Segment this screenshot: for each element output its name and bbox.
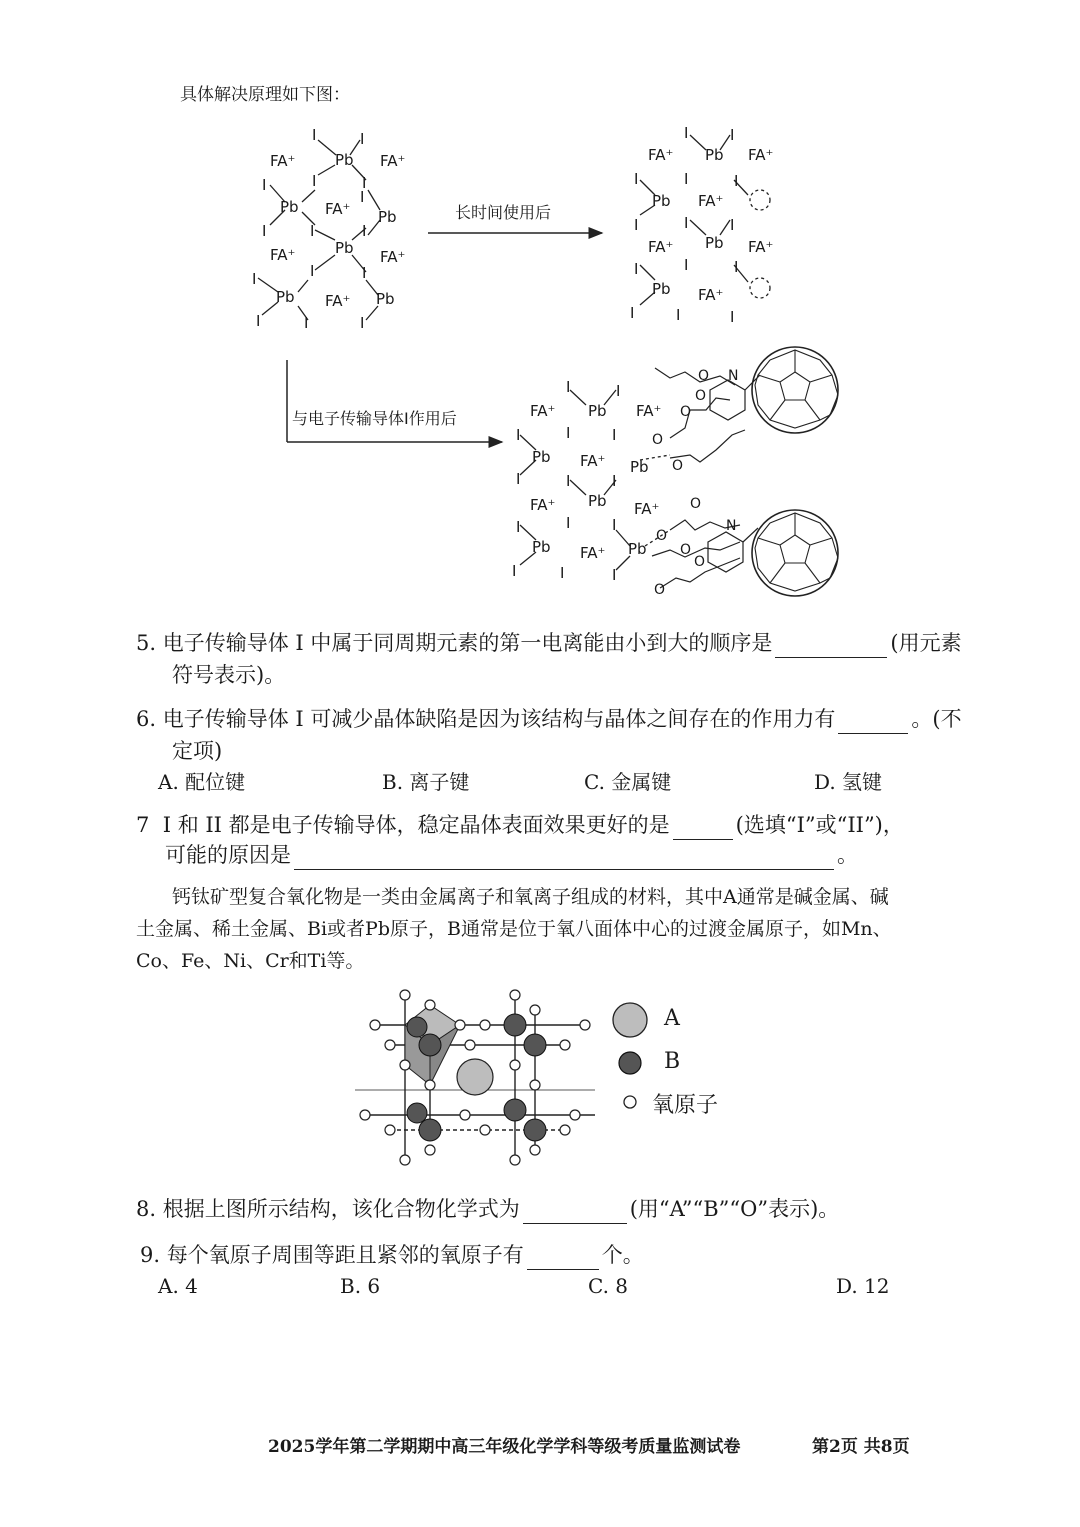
svg-text:I: I — [634, 216, 639, 234]
svg-text:Pb: Pb — [376, 290, 395, 308]
svg-text:FA⁺: FA⁺ — [636, 402, 662, 420]
question-6-option-a[interactable]: A. 配位键 — [158, 770, 246, 794]
svg-text:I: I — [634, 260, 639, 278]
svg-text:I: I — [360, 188, 365, 206]
svg-text:I: I — [360, 314, 365, 332]
svg-text:I: I — [304, 314, 309, 332]
svg-text:O: O — [695, 388, 707, 404]
perovskite-paragraph-line1: 钙钛矿型复合氧化物是一类由金属离子和氧离子组成的材料，其中A通常是碱金属、碱 — [172, 886, 889, 908]
question-6-line2: 定项) — [172, 739, 223, 763]
question-9 — [140, 1240, 644, 1270]
svg-text:I: I — [630, 304, 635, 322]
question-9-option-b[interactable]: B. 6 — [340, 1274, 381, 1298]
question-5-number: 5. — [136, 631, 157, 655]
svg-text:Pb: Pb — [588, 402, 607, 420]
question-9-option-a[interactable]: A. 4 — [158, 1274, 198, 1298]
svg-text:FA⁺: FA⁺ — [325, 200, 351, 218]
svg-text:Pb: Pb — [630, 458, 649, 476]
svg-text:I: I — [310, 222, 315, 240]
svg-text:Pb: Pb — [280, 198, 299, 216]
question-8-text-after: (用“A”“B”“O”表示)。 — [629, 1197, 840, 1221]
defect-scheme-figure — [240, 110, 840, 610]
svg-text:I: I — [612, 516, 617, 534]
a-site-atom — [457, 1059, 493, 1095]
svg-text:I: I — [676, 306, 681, 324]
question-5-text: 电子传输导体 I 中属于同周期元素的第一电离能由小到大的顺序是 — [162, 631, 773, 655]
svg-text:N: N — [728, 368, 739, 384]
svg-text:I: I — [516, 470, 521, 488]
svg-text:O: O — [694, 554, 706, 570]
svg-text:O: O — [680, 404, 692, 420]
svg-text:FA⁺: FA⁺ — [748, 146, 774, 164]
svg-text:I: I — [252, 270, 257, 288]
svg-text:I: I — [734, 172, 739, 190]
svg-text:I: I — [634, 170, 639, 188]
question-5-line2: 符号表示)。 — [172, 663, 286, 687]
svg-text:O: O — [698, 368, 710, 384]
question-6 — [136, 704, 962, 734]
svg-text:Pb: Pb — [705, 146, 724, 164]
svg-text:I: I — [310, 262, 315, 280]
svg-text:I: I — [734, 258, 739, 276]
question-7-reason-label: 可能的原因是 — [165, 843, 291, 867]
question-7-text-after: (选填“I”或“II”)， — [735, 813, 904, 837]
legend-a-label: A — [664, 1006, 680, 1031]
svg-text:FA⁺: FA⁺ — [580, 544, 606, 562]
svg-text:FA⁺: FA⁺ — [580, 452, 606, 470]
svg-text:I: I — [262, 176, 267, 194]
svg-text:FA⁺: FA⁺ — [698, 286, 724, 304]
svg-text:I: I — [566, 472, 571, 490]
svg-text:I: I — [360, 130, 365, 148]
question-7-reason-blank[interactable] — [294, 847, 834, 870]
question-7-line2 — [165, 840, 858, 870]
question-6-option-d[interactable]: D. 氢键 — [814, 770, 883, 794]
question-6-answer-blank[interactable] — [838, 711, 908, 734]
question-7-reason-end: 。 — [837, 843, 858, 867]
svg-text:I: I — [362, 222, 367, 240]
svg-text:Pb: Pb — [588, 492, 607, 510]
svg-text:Pb: Pb — [532, 448, 551, 466]
question-6-text: 电子传输导体 I 可减少晶体缺陷是因为该结构与晶体之间存在的作用力有 — [162, 707, 836, 731]
question-5-answer-blank[interactable] — [775, 635, 887, 658]
svg-text:I: I — [684, 124, 689, 142]
svg-text:I: I — [256, 312, 261, 330]
perovskite-unit-cell-figure — [355, 985, 605, 1175]
legend-b-atom-icon — [619, 1052, 641, 1074]
legend-a-atom-icon — [613, 1003, 647, 1037]
svg-text:Pb: Pb — [532, 538, 551, 556]
svg-text:FA⁺: FA⁺ — [698, 192, 724, 210]
svg-text:FA⁺: FA⁺ — [530, 402, 556, 420]
svg-text:I: I — [512, 562, 517, 580]
svg-text:O: O — [654, 582, 666, 598]
legend-b-label: B — [664, 1049, 681, 1074]
iodide-vacancy-2 — [750, 278, 770, 298]
perovskite-paragraph-line3: Co、Fe、Ni、Cr和Ti等。 — [136, 950, 365, 972]
question-8-number: 8. — [136, 1197, 157, 1221]
svg-text:I: I — [730, 308, 735, 326]
fullerene-c60-top — [752, 347, 838, 433]
svg-text:FA⁺: FA⁺ — [530, 496, 556, 514]
question-6-text-after: 。(不 — [911, 707, 962, 731]
svg-text:I: I — [362, 264, 367, 282]
question-5-text-after: (用元素 — [890, 631, 962, 655]
question-8-text: 根据上图所示结构，该化合物化学式为 — [162, 1197, 520, 1221]
svg-text:I: I — [566, 378, 571, 396]
question-7-text: I 和 II 都是电子传输导体，稳定晶体表面效果更好的是 — [162, 813, 670, 837]
legend-oxygen-label: 氧原子 — [652, 1093, 719, 1118]
question-6-option-b[interactable]: B. 离子键 — [382, 770, 470, 794]
question-7 — [136, 810, 904, 840]
svg-text:I: I — [612, 472, 617, 490]
question-5 — [136, 628, 962, 658]
svg-text:O: O — [690, 496, 702, 512]
svg-text:I: I — [730, 216, 735, 234]
legend-oxygen-atom-icon — [624, 1096, 636, 1108]
aging-arrow-label: 长时间使用后 — [455, 203, 552, 222]
svg-text:I: I — [516, 426, 521, 444]
svg-text:I: I — [684, 256, 689, 274]
svg-text:FA⁺: FA⁺ — [270, 246, 296, 264]
svg-text:O: O — [672, 458, 684, 474]
svg-text:FA⁺: FA⁺ — [325, 292, 351, 310]
question-9-text: 每个氧原子周围等距且紧邻的氧原子有 — [166, 1243, 524, 1267]
svg-text:I: I — [262, 222, 267, 240]
structure-legend-symbols — [608, 1000, 658, 1120]
svg-text:FA⁺: FA⁺ — [648, 146, 674, 164]
svg-text:Pb: Pb — [335, 151, 354, 169]
fullerene-c60-bottom — [752, 510, 838, 596]
svg-text:FA⁺: FA⁺ — [748, 238, 774, 256]
question-9-number: 9. — [140, 1243, 161, 1267]
perovskite-lattice-original-labels — [252, 126, 405, 332]
svg-text:Pb: Pb — [335, 239, 354, 257]
svg-text:I: I — [566, 424, 571, 442]
svg-text:I: I — [612, 426, 617, 444]
question-8 — [136, 1194, 839, 1224]
svg-text:I: I — [362, 174, 367, 192]
question-9-option-c[interactable]: C. 8 — [588, 1274, 629, 1298]
svg-text:Pb: Pb — [628, 540, 647, 558]
svg-text:Pb: Pb — [378, 208, 397, 226]
svg-text:I: I — [616, 382, 621, 400]
question-7-number: 7 — [136, 813, 150, 837]
question-7-answer-blank[interactable] — [673, 817, 733, 840]
iodide-vacancy-1 — [750, 190, 770, 210]
treatment-arrow-label: 与电子传输导体I作用后 — [292, 409, 457, 428]
perovskite-paragraph-line2: 土金属、稀土金属、Bi或者Pb原子，B通常是位于氧八面体中心的过渡金属原子，如Mn、 — [136, 918, 892, 940]
svg-text:I: I — [684, 214, 689, 232]
svg-text:FA⁺: FA⁺ — [648, 238, 674, 256]
question-6-number: 6. — [136, 707, 157, 731]
perovskite-lattice-passivated-labels — [512, 378, 664, 584]
svg-text:O: O — [652, 432, 664, 448]
question-9-option-d[interactable]: D. 12 — [836, 1274, 890, 1298]
perovskite-lattice-defective-labels — [630, 124, 773, 326]
svg-text:N: N — [726, 518, 737, 534]
svg-text:Pb: Pb — [705, 234, 724, 252]
svg-text:I: I — [312, 126, 317, 144]
footer-exam-title: 2025学年第二学期期中高三年级化学学科等级考质量监测试卷 — [268, 1437, 741, 1457]
svg-text:FA⁺: FA⁺ — [634, 500, 660, 518]
svg-text:Pb: Pb — [652, 280, 671, 298]
footer-page-number: 第2页 共8页 — [812, 1437, 910, 1457]
svg-text:I: I — [566, 514, 571, 532]
intro-text: 具体解决原理如下图： — [180, 85, 350, 105]
svg-text:I: I — [612, 566, 617, 584]
svg-text:I: I — [312, 172, 317, 190]
svg-text:FA⁺: FA⁺ — [270, 152, 296, 170]
svg-text:O: O — [680, 542, 692, 558]
question-9-text-after: 个。 — [601, 1243, 644, 1267]
svg-text:I: I — [730, 126, 735, 144]
question-6-option-c[interactable]: C. 金属键 — [584, 770, 672, 794]
svg-text:FA⁺: FA⁺ — [380, 248, 406, 266]
svg-text:Pb: Pb — [652, 192, 671, 210]
svg-text:I: I — [684, 170, 689, 188]
svg-text:Pb: Pb — [276, 288, 295, 306]
question-8-answer-blank[interactable] — [523, 1201, 627, 1224]
svg-text:I: I — [516, 518, 521, 536]
question-9-answer-blank[interactable] — [527, 1247, 599, 1270]
svg-text:O: O — [656, 528, 668, 544]
svg-text:FA⁺: FA⁺ — [380, 152, 406, 170]
svg-text:I: I — [560, 564, 565, 582]
